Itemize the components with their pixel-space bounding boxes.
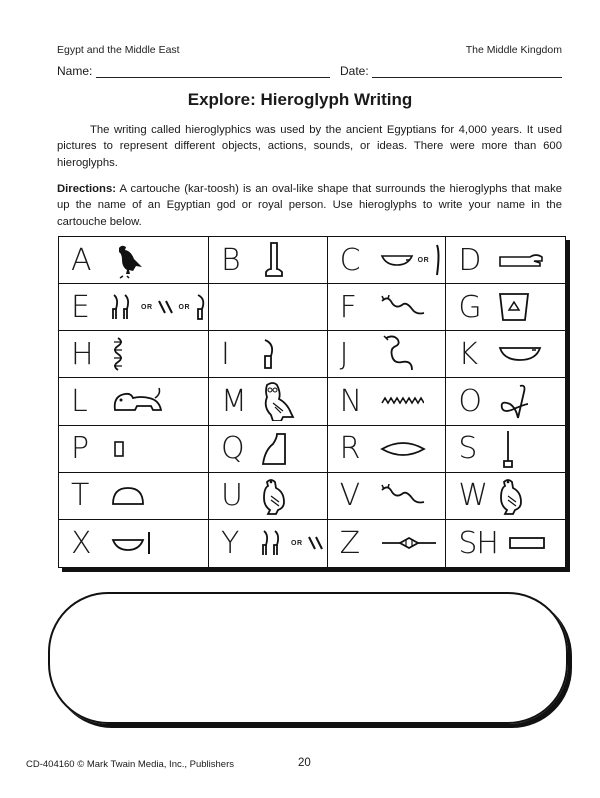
letter-d: D xyxy=(458,242,481,278)
grid-cell-r xyxy=(328,426,447,473)
grid-cell-v xyxy=(328,473,447,520)
letter-z: Z xyxy=(339,525,360,561)
mouth-icon xyxy=(380,440,426,458)
letter-s: S xyxy=(458,431,477,467)
grid-cell-empty-1 xyxy=(209,284,328,331)
quail-chick-icon xyxy=(261,476,289,516)
reeds-or-strokes-icon xyxy=(111,293,208,321)
grid-cell-c xyxy=(328,237,447,284)
letter-m: M xyxy=(221,383,246,419)
letter-l: L xyxy=(71,383,87,419)
stool-icon xyxy=(111,440,127,458)
grid-cell-m xyxy=(209,378,328,425)
letter-q: Q xyxy=(221,431,244,467)
letter-f: F xyxy=(339,289,356,325)
lion-icon xyxy=(111,386,163,416)
or-label: OR xyxy=(417,256,430,264)
lasso-icon xyxy=(498,382,528,420)
letter-p: P xyxy=(71,431,89,467)
grid-cell-o xyxy=(446,378,565,425)
cobra-icon xyxy=(380,334,416,374)
basket-or-stand-icon xyxy=(380,243,442,277)
basket-and-cloth-icon xyxy=(111,530,159,556)
reeds-or-strokes-icon xyxy=(261,529,325,557)
grid-cell-p xyxy=(59,426,209,473)
grid-cell-l xyxy=(59,378,209,425)
hill-slope-icon xyxy=(261,432,287,466)
grid-cell-k xyxy=(446,331,565,378)
grid-cell-g xyxy=(446,284,565,331)
letter-c: C xyxy=(339,242,360,278)
grid-cell-x xyxy=(59,520,209,567)
letter-a: A xyxy=(71,242,91,278)
subject-header: Egypt and the Middle East xyxy=(57,44,180,56)
name-label: Name: xyxy=(57,64,93,78)
unit-header: The Middle Kingdom xyxy=(465,44,562,56)
directions-label: Directions: xyxy=(57,183,117,195)
or-label: OR xyxy=(141,303,153,311)
hieroglyph-alphabet-grid xyxy=(58,236,566,568)
page-number: 20 xyxy=(298,757,311,769)
grid-cell-a xyxy=(59,237,209,284)
pool-icon xyxy=(508,536,548,550)
letter-g: G xyxy=(458,289,481,325)
letter-k: K xyxy=(458,336,478,372)
grid-cell-d xyxy=(446,237,565,284)
jar-stand-icon xyxy=(498,292,530,322)
letter-j: J xyxy=(339,336,348,372)
grid-cell-n xyxy=(328,378,447,425)
door-bolt-icon xyxy=(380,536,438,550)
letter-h: H xyxy=(71,336,93,372)
letter-u: U xyxy=(221,478,242,514)
quail-chick-icon xyxy=(498,476,526,516)
letter-t: T xyxy=(71,478,89,514)
intro-paragraph: The writing called hieroglyphics was used by the ancient Egyptians for 4,000 years. It used pictures to represent different objects, actions, sounds, or ideas. There were more than 600 hieroglyphs. xyxy=(57,124,562,169)
reed-leaf-icon xyxy=(261,338,277,370)
grid-cell-s xyxy=(446,426,565,473)
letter-e: E xyxy=(71,289,89,325)
horned-viper-icon xyxy=(380,484,426,508)
letter-v: V xyxy=(339,478,360,514)
vulture-icon xyxy=(111,240,151,280)
grid-cell-q xyxy=(209,426,328,473)
folded-cloth-icon xyxy=(498,429,518,469)
grid-cell-z xyxy=(328,520,447,567)
date-label: Date: xyxy=(340,64,369,78)
or-label: OR xyxy=(291,539,303,547)
grid-cell-u xyxy=(209,473,328,520)
grid-cell-y xyxy=(209,520,328,567)
grid-cell-w xyxy=(446,473,565,520)
grid-cell-h xyxy=(59,331,209,378)
name-cartouche[interactable] xyxy=(48,592,568,724)
grid-cell-t xyxy=(59,473,209,520)
grid-cell-b xyxy=(209,237,328,284)
or-label: OR xyxy=(178,303,190,311)
water-icon xyxy=(380,395,424,407)
grid-cell-e xyxy=(59,284,209,331)
grid-cell-i xyxy=(209,331,328,378)
letter-b: B xyxy=(221,242,240,278)
letter-i: I xyxy=(221,336,229,372)
letter-x: X xyxy=(71,525,91,561)
basket-icon xyxy=(498,344,542,364)
directions-text: A cartouche (kar-toosh) is an oval-like shape that surrounds the hieroglyphs that make up the name of an Egyptian god or royal person. Use hieroglyphs to write your name in the cartouche below. xyxy=(57,183,562,228)
owl-icon xyxy=(261,381,295,421)
letter-y: Y xyxy=(221,525,239,561)
date-line[interactable] xyxy=(372,77,562,78)
foot-icon xyxy=(261,241,285,279)
grid-cell-j xyxy=(328,331,447,378)
bread-loaf-icon xyxy=(111,486,145,506)
directions-paragraph xyxy=(57,181,562,230)
letter-o: O xyxy=(458,383,481,419)
page-title: Explore: Hieroglyph Writing xyxy=(187,90,413,109)
horned-viper-icon xyxy=(380,295,426,319)
name-line[interactable] xyxy=(96,77,330,78)
letter-n: N xyxy=(339,383,362,419)
letter-w: W xyxy=(458,478,487,514)
grid-cell-f xyxy=(328,284,447,331)
twisted-flax-icon xyxy=(111,336,125,372)
publisher-footer: CD-404160 © Mark Twain Media, Inc., Publishers xyxy=(26,759,234,770)
letter-r: R xyxy=(339,431,360,467)
grid-cell-sh xyxy=(446,520,565,567)
hand-icon xyxy=(498,251,544,269)
letter-sh: SH xyxy=(458,525,498,561)
